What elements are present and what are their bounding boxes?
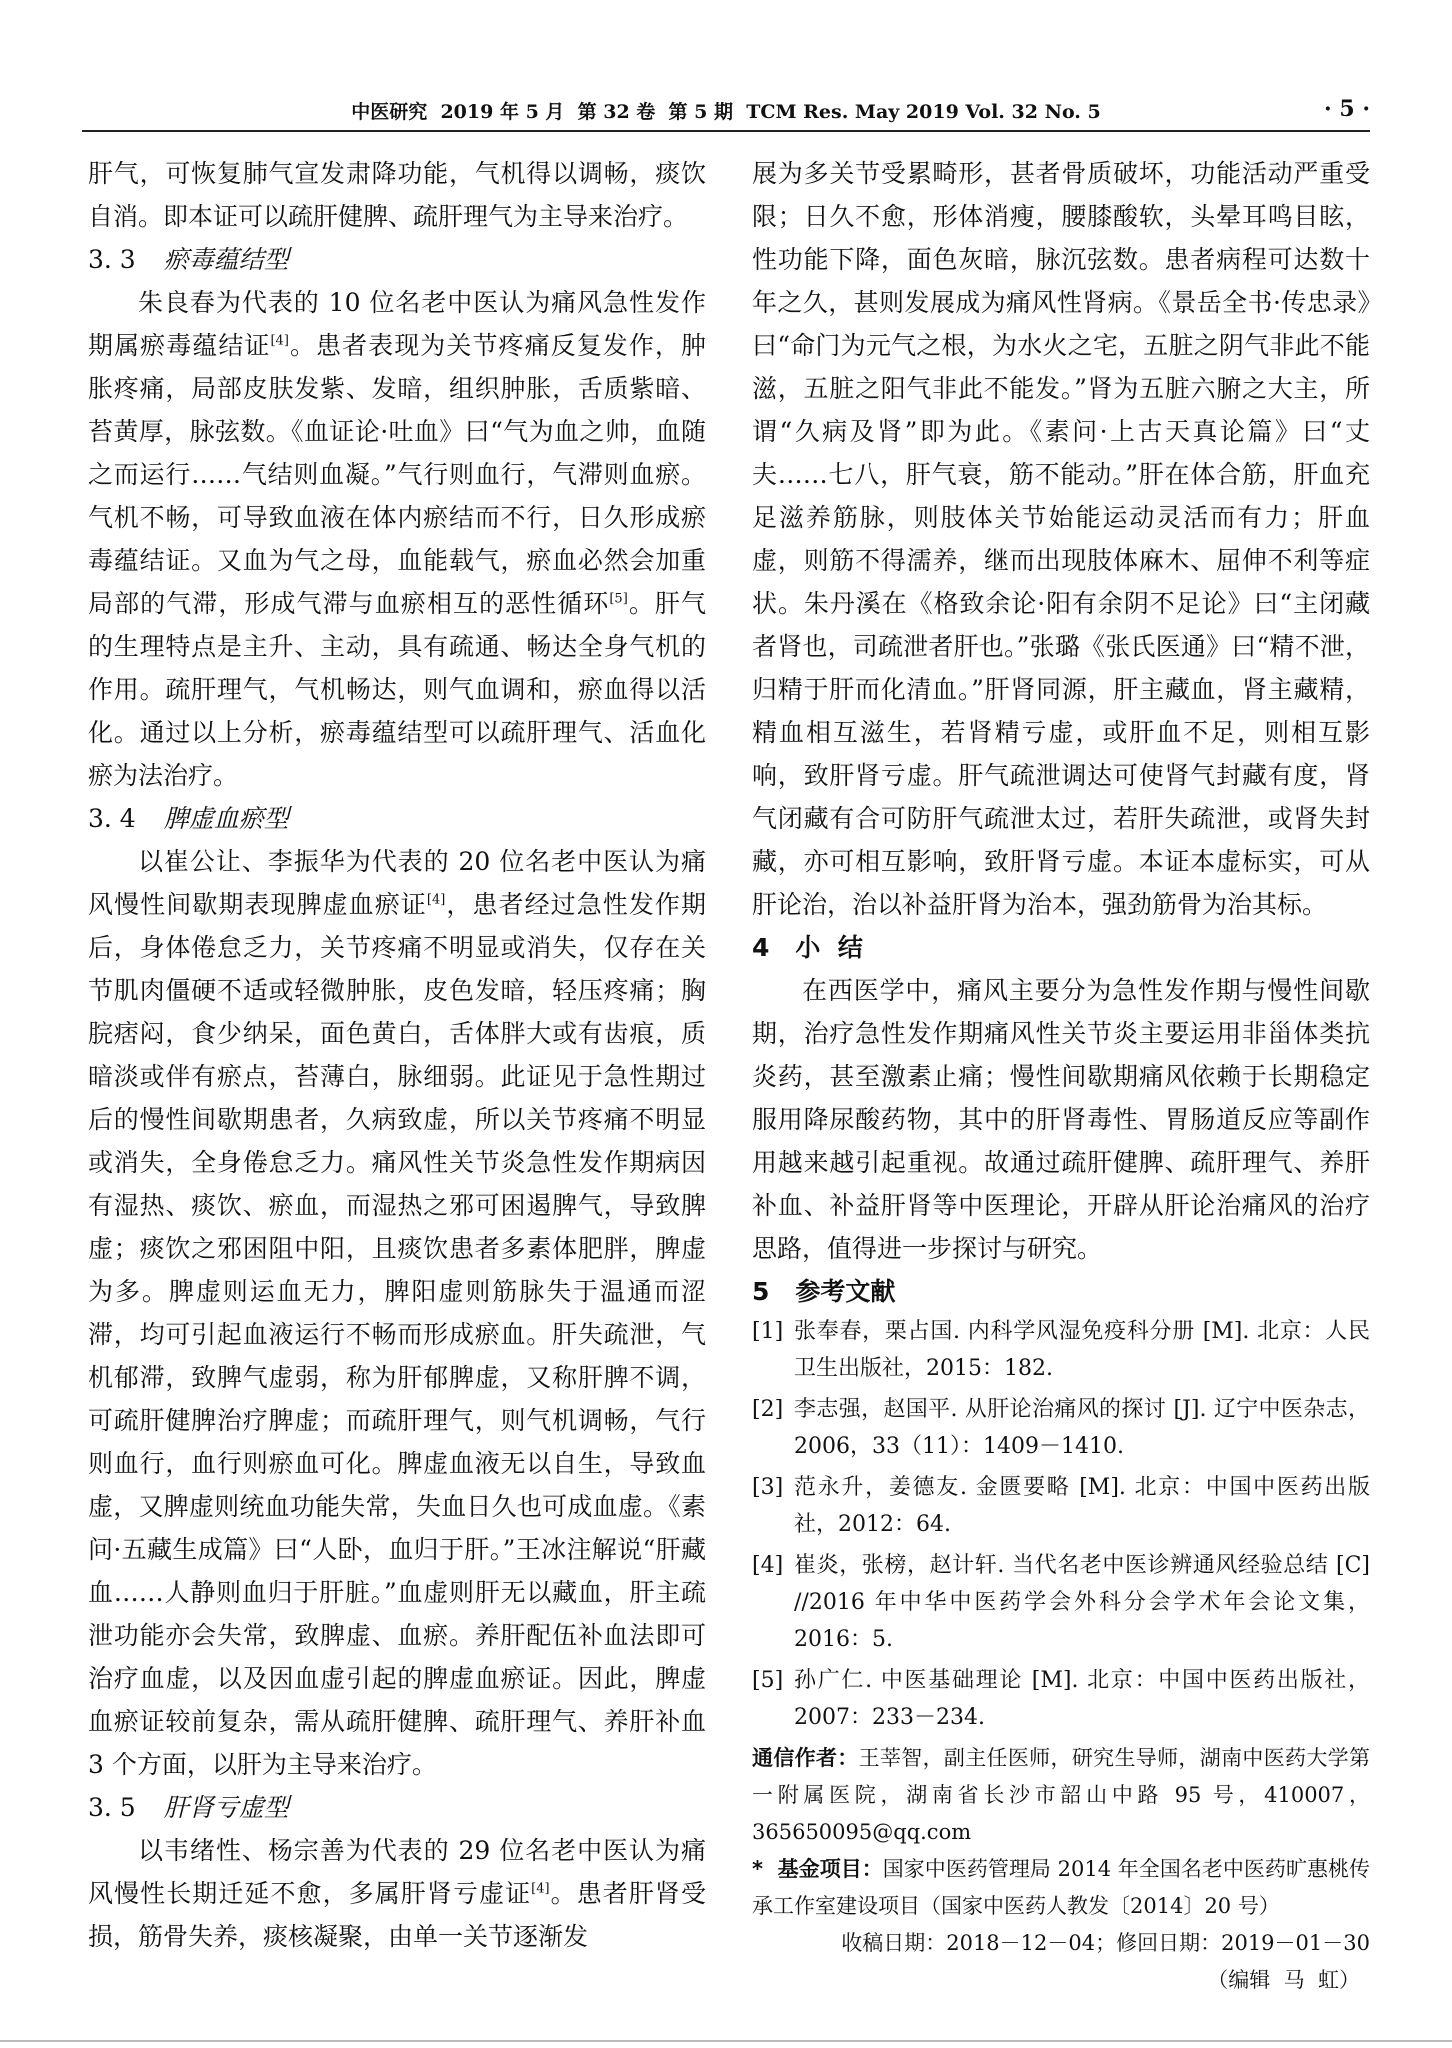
paragraph: 展为多关节受累畸形，甚者骨质破坏，功能活动严重受限；日久不愈，形体消瘦，腰膝酸软，头晕耳鸣目眩，性功能下降，面色灰暗，脉沉弦数。患者病程可达数十年之久，甚则发展成为痛风性肾病。《景岳全书·传忠录》曰“命门为元气之根，为水火之宅，五脏之阴气非此不能滋，五脏之阳气非此不能发。”肾为五脏六腑之大主，所谓“久病及肾”即为此。《素问·上古天真论篇》曰“丈夫……七八，肝气衰，筋不能动。”肝在体合筋，肝血充足滋养筋脉，则肢体关节始能运动灵活而有力；肝血虚，则筋不得濡养，继而出现肢体麻木、屈伸不利等症状。朱丹溪在《格致余论·阳有余阴不足论》曰“主闭藏者肾也，司疏泄者肝也。”张璐《张氏医通》曰“精不泄，归精于肝而化清血。”肝肾同源，肝主藏血，肾主藏精，精血相互滋生，若肾精亏虚，或肝血不足，则相互影响，致肝肾亏虚。肝气疏泄调达可使肾气封藏有度，肾气闭藏有合可防肝气疏泄太过，若肝失疏泄，或肾失封藏，亦可相互影响，致肝肾亏虚。本证本虚标实，可从肝论治，治以补益肝肾为治本，强劲筋骨为治其标。 (752, 159, 1370, 919)
text-run: 。患者表现为关节疼痛反复发作，肿胀疼痛，局部皮肤发紫、发暗，组织肿胀，舌质紫暗、苔黄厚，脉弦数。《血证论·吐血》曰“气为血之帅，血随之而运行……气结则血凝。”气行则血行，气滞则血瘀。气机不畅，可导致血液在体内瘀结而不行，日久形成瘀毒蕴结证。又血为气之母，血能载气，瘀血必然会加重局部的气滞，形成气滞与血瘀相互的恶性循环 (88, 331, 706, 618)
paragraph (88, 281, 706, 797)
citation: [5] (609, 591, 628, 607)
reference-item (752, 1469, 1370, 1543)
section-title: 脾虚血瘀型 (163, 804, 289, 833)
citation: [4] (531, 1881, 550, 1897)
section-heading-5 (752, 1270, 1370, 1313)
left-column (88, 152, 706, 1958)
editor-note: （编辑 马 虹） (1207, 1968, 1360, 1992)
reference-number: [3] (752, 1475, 784, 1500)
section-title: 参考文献 (795, 1277, 896, 1306)
reference-text: 范永升，姜德友. 金匮要略 [M]. 北京：中国中医药出版社，2012：64. (794, 1475, 1370, 1537)
reference-text: 孙广仁. 中医基础理论 [M]. 北京：中国中医药出版社，2007：233－234. (794, 1668, 1370, 1730)
section-number: 5 (752, 1277, 770, 1306)
reference-number: [4] (752, 1553, 784, 1578)
corresponding-author (752, 1740, 1370, 1851)
reference-item (752, 1662, 1370, 1736)
section-title: 肝肾亏虚型 (163, 1793, 289, 1822)
reference-item (752, 1391, 1370, 1465)
text-run: ，患者经过急性发作期后，身体倦怠乏力，关节疼痛不明显或消失，仅存在关节肌肉僵硬不适或轻微肿胀，皮色发暗，轻压疼痛；胸脘痞闷，食少纳呆，面色黄白，舌体胖大或有齿痕，质暗淡或伴有瘀点，苔薄白，脉细弱。此证见于急性期过后的慢性间歇期患者，久病致虚，所以关节疼痛不明显或消失，全身倦怠乏力。痛风性关节炎急性发作期病因有湿热、痰饮、瘀血，而湿热之邪可困遏脾气，导致脾虚；痰饮之邪困阻中阳，且痰饮患者多素体肥胖，脾虚为多。脾虚则运血无力，脾阳虚则筋脉失于温通而涩滞，均可引起血液运行不畅而形成瘀血。肝失疏泄，气机郁滞，致脾气虚弱，称为肝郁脾虚，又称肝脾不调，可疏肝健脾治疗脾虚；而疏肝理气，则气机调畅，气行则血行，血行则瘀血可化。脾虚血液无以自生，导致血虚，又脾虚则统血功能失常，失血日久也可成血虚。《素问·五藏生成篇》曰“人卧，血归于肝。”王冰注解说“肝藏血……人静则血归于肝脏。”血虚则肝无以藏血，肝主疏泄功能亦会失常，致脾虚、血瘀。养肝配伍补血法即可治疗血虚，以及因血虚引起的脾虚血瘀证。因此，脾虚血瘀证较前复杂，需从疏肝健脾、疏肝理气、养肝补血 3 个方面，以肝为主导来治疗。 (88, 890, 706, 1779)
reference-list (752, 1313, 1370, 1736)
received-dates: 收稿日期：2018－12－04；修回日期：2019－01－30 (841, 1931, 1370, 1955)
author-text: 王莘智，副主任医师，研究生导师，湖南中医药大学第一附属医院，湖南省长沙市韶山中路 95 号，410007，365650095@qq.com (752, 1746, 1371, 1844)
section-heading-4 (752, 926, 1370, 969)
section-heading-3-3 (88, 238, 706, 281)
text-run: 以韦绪性、杨宗善为代表的 29 位名老中医认为痛风慢性长期迁延不愈，多属肝肾亏虚证 (88, 1836, 706, 1908)
header-rule (82, 130, 1370, 132)
section-number: 3. 5 (88, 1793, 136, 1822)
section-number: 3. 3 (88, 245, 136, 274)
text-run: 。肝气的生理特点是主升、主动，具有疏通、畅达全身气机的作用。疏肝理气，气机畅达，则气血调和，瘀血得以活化。通过以上分析，瘀毒蕴结型可以疏肝理气、活血化瘀为法治疗。 (88, 589, 706, 790)
text-run: 以崔公让、李振华为代表的 20 位名老中医认为痛风慢性间歇期表现脾虚血瘀证 (88, 847, 706, 919)
reference-item (752, 1313, 1370, 1387)
section-title: 瘀毒蕴结型 (163, 245, 289, 274)
section-heading-3-4 (88, 797, 706, 840)
right-column (752, 152, 1370, 1999)
citation: [4] (270, 333, 289, 349)
section-number: 3. 4 (88, 804, 136, 833)
text-run: 朱良春为代表的 10 位名老中医认为痛风急性发作期属瘀毒蕴结证 (88, 288, 706, 360)
fund-text: 国家中医药管理局 2014 年全国名老中医药旷惠桃传承工作室建设项目（国家中医药人教发〔2014〕20 号） (752, 1857, 1371, 1918)
reference-text: 崔炎，张榜，赵计轩. 当代名老中医诊辨通风经验总结 [C] //2016 年中华中医药学会外科分会学术年会论文集，2016：5. (794, 1553, 1370, 1652)
paragraph: 在西医学中，痛风主要分为急性发作期与慢性间歇期，治疗急性发作期痛风性关节炎主要运用非甾体类抗炎药，甚至激素止痛；慢性间歇期痛风依赖于长期稳定服用降尿酸药物，其中的肝肾毒性、胃肠道反应等副作用越来越引起重视。故通过疏肝健脾、疏肝理气、养肝补血、补益肝肾等中医理论，开辟从肝论治痛风的治疗思路，值得进一步探讨与研究。 (752, 976, 1370, 1263)
reference-number: [5] (752, 1668, 784, 1693)
running-header (82, 92, 1370, 128)
funding-note (752, 1851, 1370, 1925)
reference-text: 张奉春，栗占国. 内科学风湿免疫科分册 [M]. 北京：人民卫生出版社，2015：182. (794, 1319, 1370, 1381)
author-label: 通信作者： (752, 1746, 859, 1770)
fund-label: * 基金项目： (752, 1857, 883, 1881)
section-number: 4 (752, 933, 770, 962)
page-number: · 5 · (1324, 96, 1370, 122)
reference-text: 李志强，赵国平. 从肝论治痛风的探讨 [J]. 辽宁中医杂志，2006，33（11）：1409－1410. (794, 1397, 1370, 1459)
paragraph (88, 840, 706, 1786)
text-run: 。患者肝肾受损，筋骨失养，痰核凝聚，由单一关节逐渐发 (88, 1879, 706, 1951)
section-title: 小 结 (795, 933, 863, 962)
reference-number: [1] (752, 1319, 784, 1344)
reference-item (752, 1547, 1370, 1658)
section-heading-3-5 (88, 1786, 706, 1829)
header-journal-info: 中医研究 2019 年 5 月 第 32 卷 第 5 期 TCM Res. May 2019 Vol. 32 No. 5 (351, 100, 1101, 123)
paragraph: 肝气，可恢复肺气宣发肃降功能，气机得以调畅，痰饮自消。即本证可以疏肝健脾、疏肝理气为主导来治疗。 (88, 159, 706, 231)
page-bottom-edge (0, 2040, 1452, 2042)
paragraph (88, 1829, 706, 1958)
reference-number: [2] (752, 1397, 784, 1422)
citation: [4] (426, 892, 446, 908)
